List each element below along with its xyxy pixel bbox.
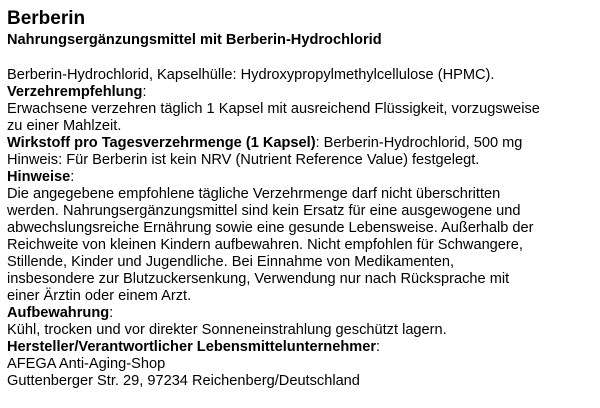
dosage-heading: Verzehrempfehlung [7,84,143,100]
dosage-heading-line [7,84,594,101]
ingredients-line: Berberin-Hydrochlorid, Kapselhülle: Hydroxypropylmethylcellulose (HPMC). [7,67,495,83]
manufacturer-heading-colon: : [376,339,381,355]
nrv-note-line: Hinweis: Für Berberin ist kein NRV (Nutrient Reference Value) festgelegt. [7,152,480,168]
dosage-heading-colon: : [142,84,147,100]
label-body [7,67,594,390]
storage-heading: Aufbewahrung [7,305,110,321]
manufacturer-heading: Hersteller/Verantwortlicher Lebensmittelunternehmer [7,339,377,355]
storage-line-1: Kühl, trocken und vor direkter Sonneneinstrahlung geschützt lagern. [7,322,447,338]
manufacturer-heading-line [7,339,594,356]
manufacturer-name: AFEGA Anti-Aging-Shop [7,356,166,372]
manufacturer-address: Guttenberger Str. 29, 97234 Reichenberg/Deutschland [7,373,360,389]
product-title: Berberin [7,8,86,29]
product-subtitle: Nahrungsergänzungsmittel mit Berberin-Hydrochlorid [7,32,382,48]
notes-line-3: abwechslungsreiche Ernährung sowie eine gesunde Lebensweise. Außerhalb der [7,220,534,236]
notes-line-7: einer Ärztin oder einem Arzt. [7,288,192,304]
notes-heading-colon: : [70,169,75,185]
notes-line-1: Die angegebene empfohlene tägliche Verzehrmenge darf nicht überschritten [7,186,501,202]
active-ingredient-heading: Wirkstoff pro Tagesverzehrmenge (1 Kapsel) [7,135,316,151]
notes-line-2: werden. Nahrungsergänzungsmittel sind kein Ersatz für eine ausgewogene und [7,203,521,219]
storage-heading-line [7,305,594,322]
notes-line-4: Reichweite von kleinen Kindern aufbewahren. Nicht empfohlen für Schwangere, [7,237,523,253]
dosage-line-2: zu einer Mahlzeit. [7,118,122,134]
notes-heading-line [7,169,594,186]
notes-heading: Hinweise [7,169,71,185]
dosage-line-1: Erwachsene verzehren täglich 1 Kapsel mit ausreichend Flüssigkeit, vorzugsweise [7,101,540,117]
notes-line-5: Stillende, Kinder und Jugendliche. Bei Einnahme von Medikamenten, [7,254,455,270]
active-ingredient-line [7,135,594,152]
active-ingredient-value: : Berberin-Hydrochlorid, 500 mg [315,135,523,151]
notes-line-6: insbesondere zur Blutzuckersenkung, Verwendung nur nach Rücksprache mit [7,271,510,287]
storage-heading-colon: : [109,305,114,321]
